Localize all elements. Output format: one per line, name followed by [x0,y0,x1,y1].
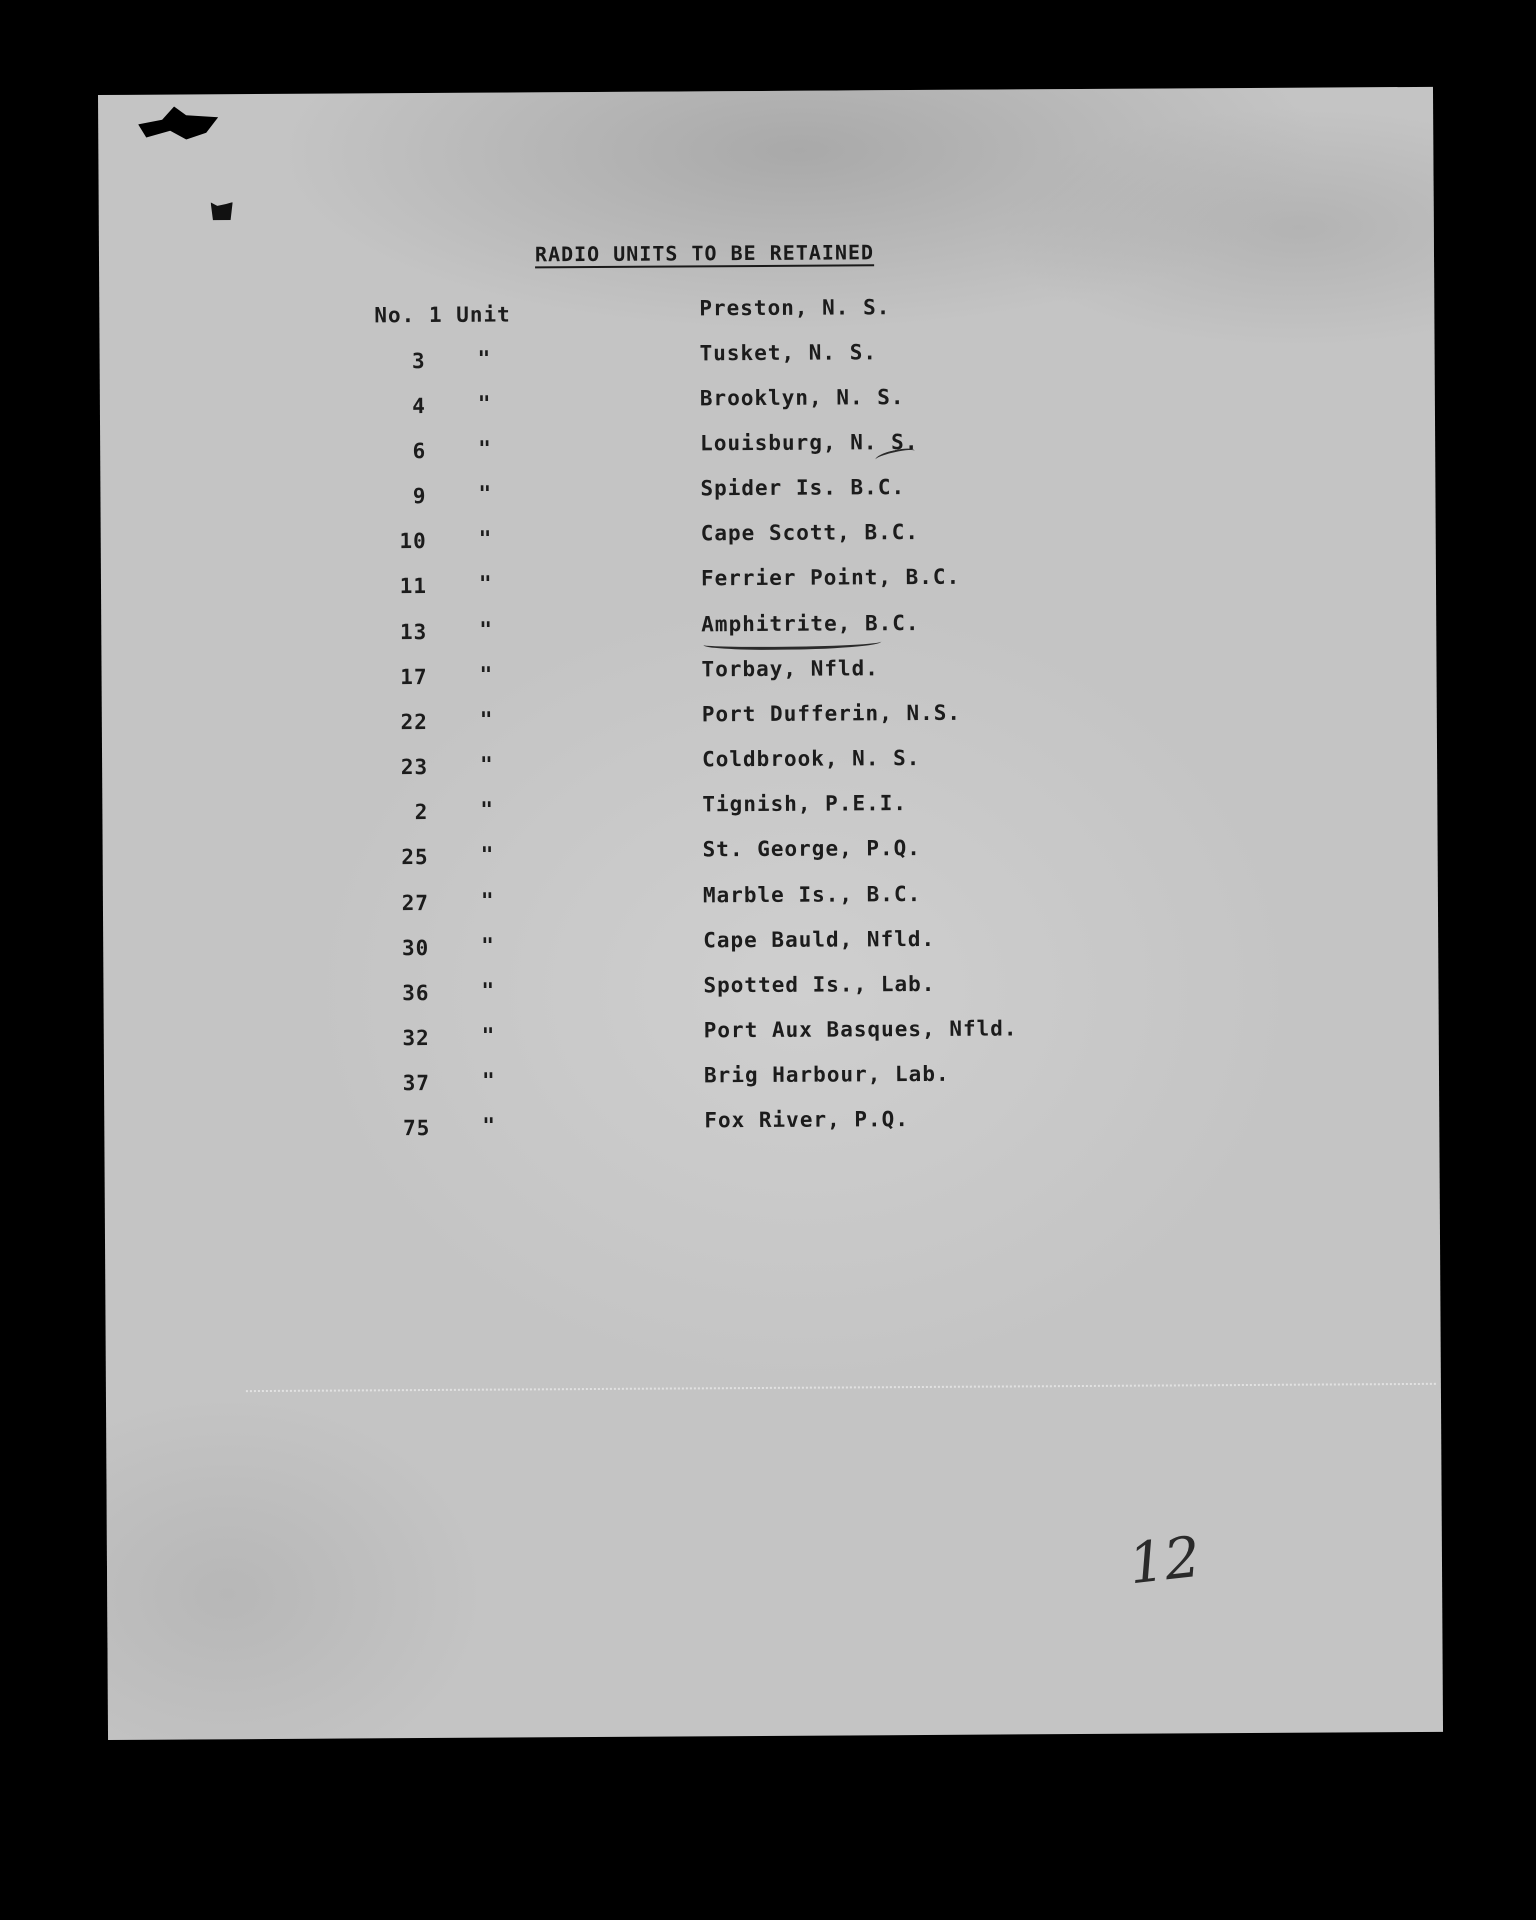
ditto-mark: " [479,662,494,687]
ditto-mark: " [480,797,495,822]
unit-location: Spotted Is., Lab. [703,971,936,998]
punch-mark [211,202,233,220]
ditto-mark: " [478,526,493,551]
unit-number: 25 [401,844,429,870]
unit-location: Spider Is. B.C. [700,475,906,501]
unit-number: 13 [399,619,428,645]
unit-number: 4 [412,394,426,419]
unit-location: Port Aux Basques, Nfld. [703,1016,1018,1043]
unit-location: Fox River, P.Q. [704,1107,910,1133]
ditto-mark: " [481,933,495,958]
unit-location: Louisburg, N. S. [700,429,919,456]
ditto-mark: " [479,617,494,642]
unit-location: Amphitrite, B.C. [701,610,920,637]
ditto-mark: " [480,842,495,867]
unit-location: Coldbrook, N. S. [701,745,921,772]
ditto-mark: " [481,1023,496,1048]
unit-location: Tignish, P.E.I. [702,791,908,817]
ditto-mark: " [477,346,492,371]
ditto-mark: " [478,436,492,461]
torn-corner [138,106,218,150]
ditto-mark: " [481,1068,496,1093]
unit-location: Brig Harbour, Lab. [703,1061,950,1088]
unit-number: 6 [412,439,427,464]
ditto-mark: " [478,481,493,506]
unit-number: 9 [412,484,427,509]
unit-location: Cape Scott, B.C. [700,519,920,546]
unit-number: 75 [402,1115,431,1141]
unit-number: 23 [400,754,429,780]
ditto-mark: " [481,978,496,1003]
unit-location: Torbay, Nfld. [701,656,879,682]
fold-line [246,1383,1436,1392]
pen-underline [703,636,881,650]
document-title: RADIO UNITS TO BE RETAINED [534,240,875,267]
unit-location: Port Dufferin, N.S. [701,700,962,727]
ditto-mark: " [482,1113,497,1138]
unit-number: 37 [402,1070,431,1096]
ditto-mark: " [477,391,492,416]
unit-number: 11 [399,573,428,599]
handwritten-page-number: 12 [1125,1524,1204,1598]
unit-number: 10 [399,529,427,554]
unit-number: 2 [414,799,429,825]
ditto-mark: " [480,752,494,777]
unit-number: 36 [402,980,430,1006]
ditto-mark: " [479,707,494,732]
unit-number: 17 [400,664,428,690]
unit-number: 30 [401,935,430,961]
unit-location: Brooklyn, N. S. [699,385,905,411]
unit-location: Ferrier Point, B.C. [700,564,961,591]
unit-location: Preston, N. S. [699,295,891,321]
unit-number: 22 [400,709,428,735]
unit-number: 3 [411,349,426,374]
first-unit-prefix: No. 1 Unit [374,302,511,328]
unit-location: Cape Bauld, Nfld. [703,926,936,953]
unit-number: 27 [401,890,430,916]
ditto-mark: " [478,571,493,596]
unit-location: Tusket, N. S. [699,340,878,366]
unit-location: Marble Is., B.C. [702,881,922,908]
unit-location: St. George, P.Q. [702,835,921,862]
document-paper [98,87,1443,1740]
ditto-mark: " [480,888,495,913]
unit-number: 32 [402,1025,430,1051]
